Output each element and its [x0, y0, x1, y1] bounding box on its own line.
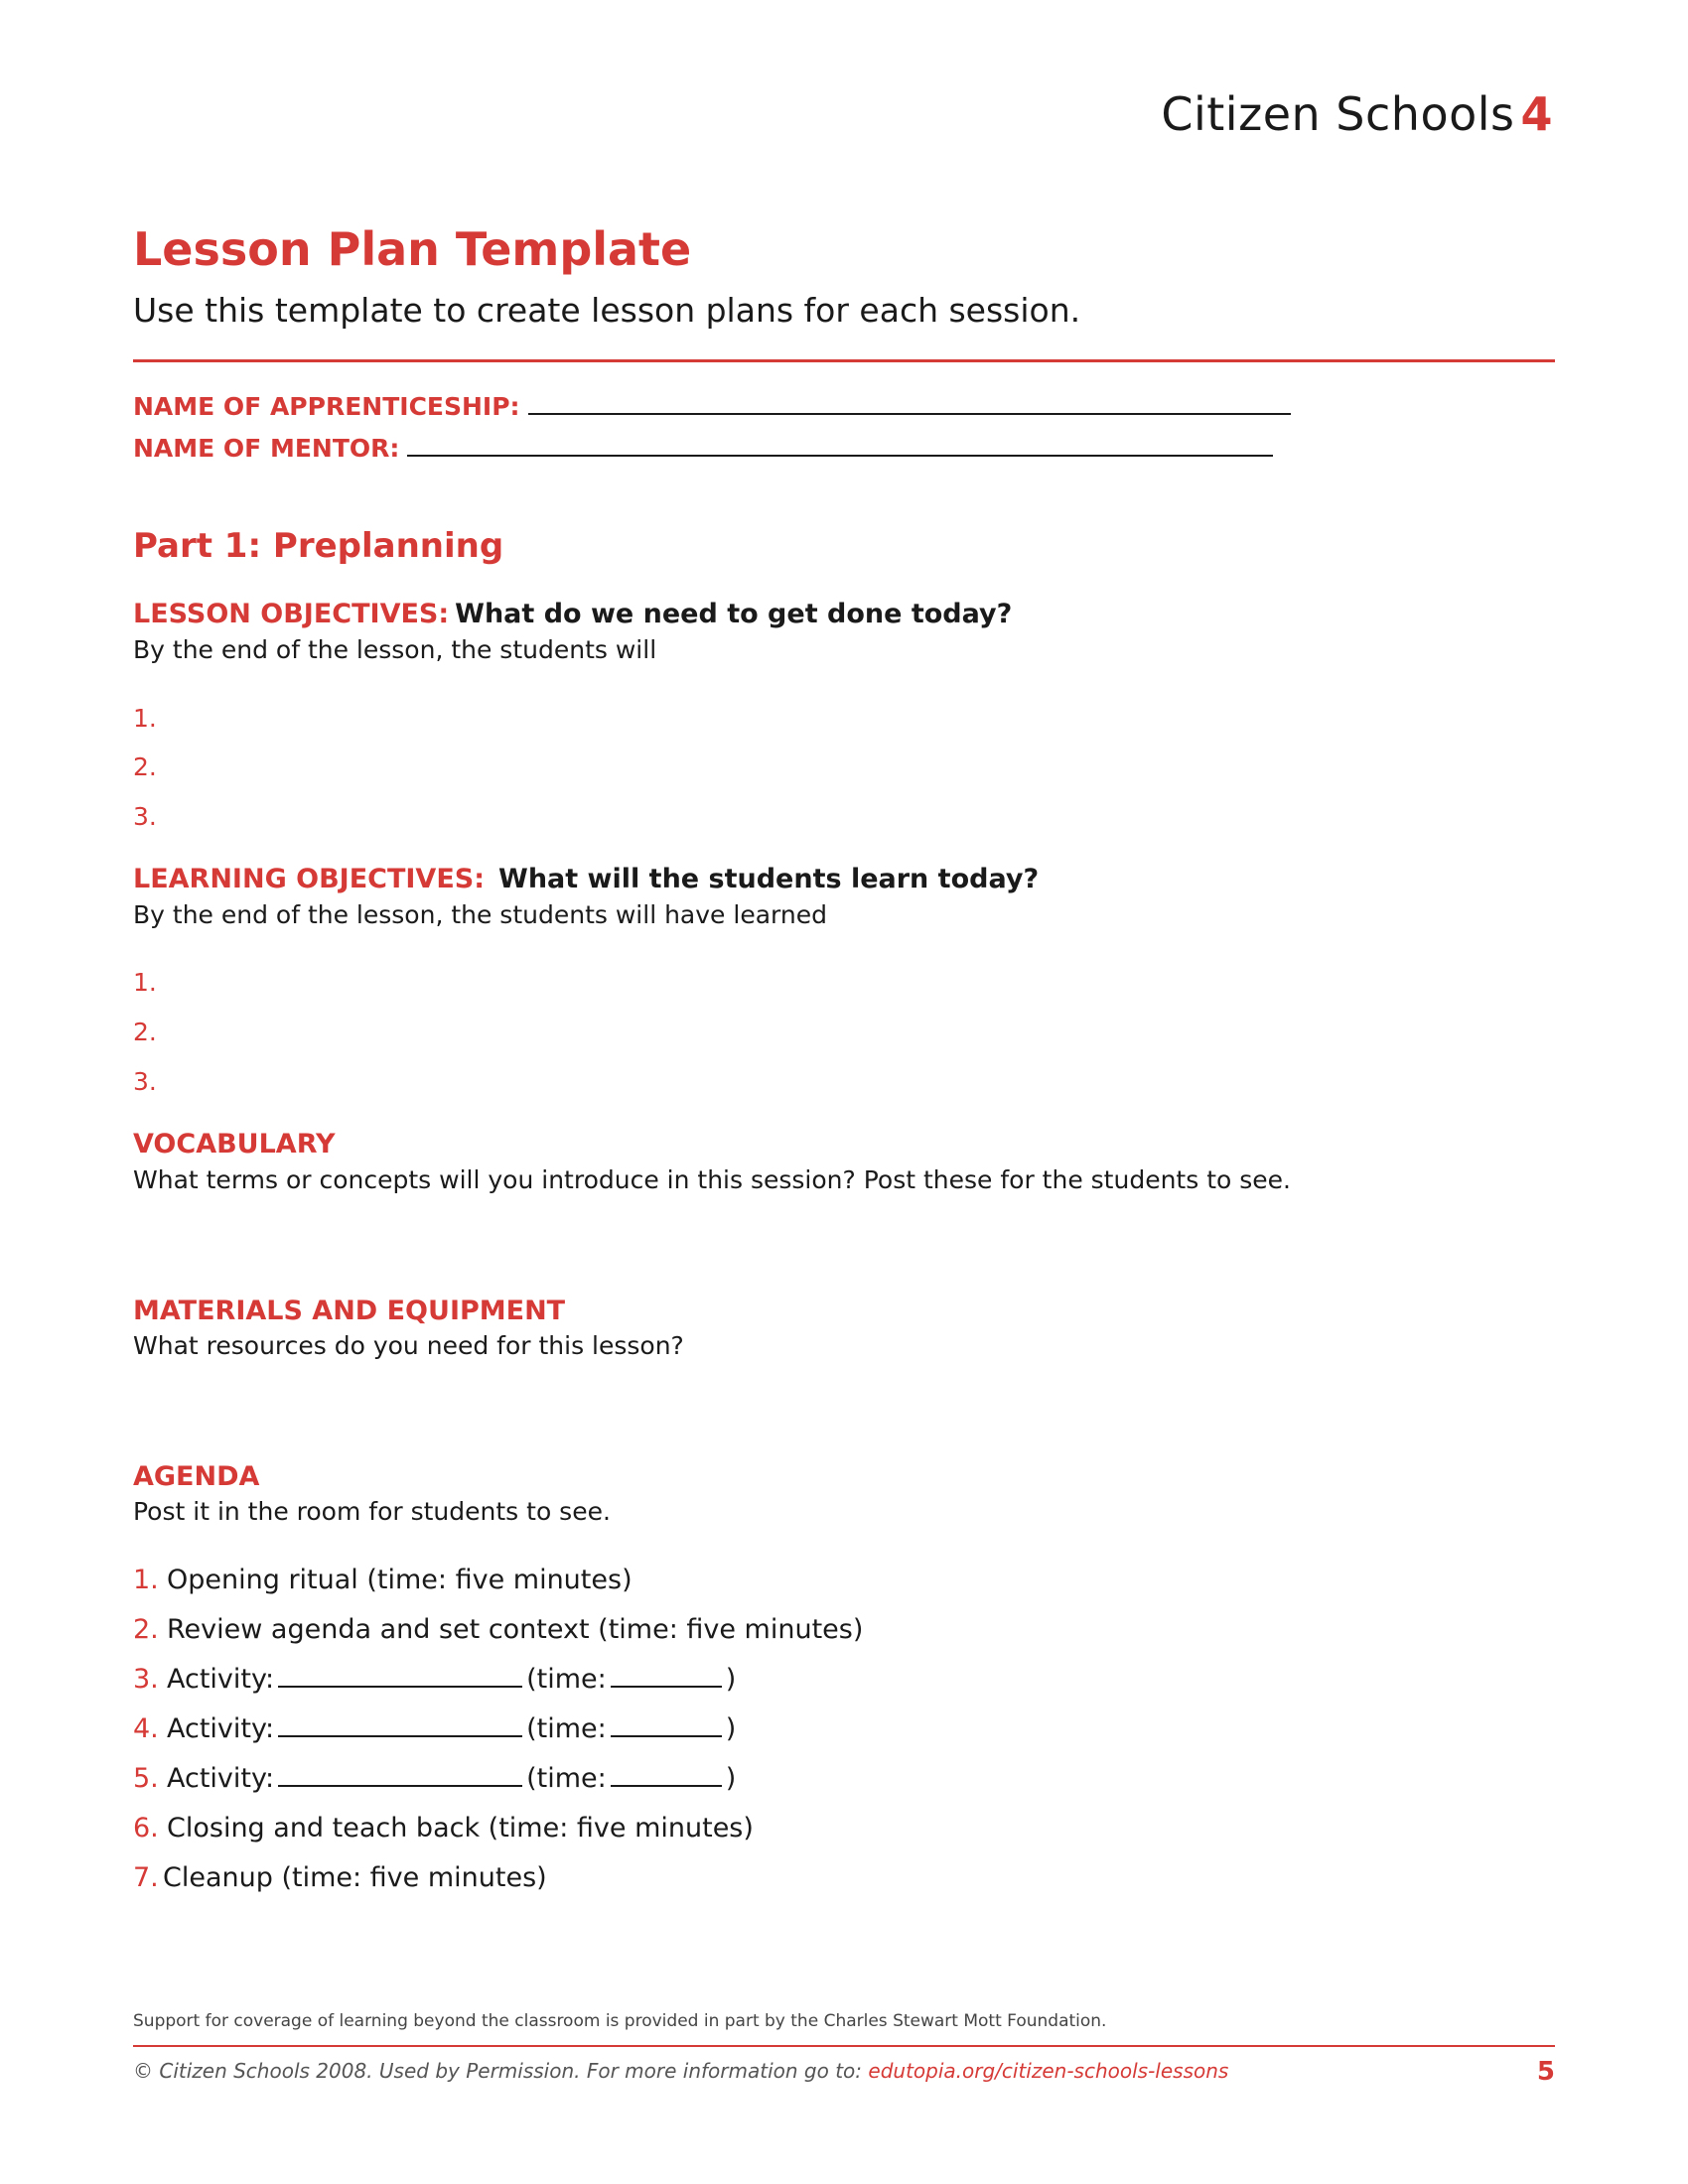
learning-objective-item: 3.: [133, 1067, 157, 1096]
agenda-item: [133, 1813, 754, 1843]
agenda-item-number: 4.: [133, 1713, 159, 1744]
vocabulary-text: What terms or concepts will you introduce in this session? Post these for the students to see.: [133, 1165, 1291, 1194]
lesson-objectives-heading: [133, 599, 1012, 629]
learning-objectives-intro: By the end of the lesson, the students will have learned: [133, 900, 827, 929]
time-label: (time:: [526, 1713, 607, 1744]
activity-blank[interactable]: [278, 1664, 522, 1688]
lesson-objectives-question: What do we need to get done today?: [455, 599, 1013, 629]
title-divider: [133, 359, 1555, 362]
agenda-item: [133, 1862, 547, 1893]
learning-objective-item: 1.: [133, 968, 157, 997]
agenda-item-number: 1.: [133, 1565, 159, 1595]
agenda-item-activity: [133, 1713, 736, 1744]
learning-objectives-question: What will the students learn today?: [498, 864, 1040, 894]
learning-objectives-label: LEARNING OBJECTIVES:: [133, 864, 486, 894]
time-blank[interactable]: [611, 1763, 722, 1787]
agenda-item-text: Review agenda and set context (time: five minutes): [167, 1614, 864, 1645]
page-number: 5: [1536, 2057, 1555, 2087]
agenda-item-number: 7.: [133, 1862, 159, 1893]
time-close: ): [725, 1713, 737, 1744]
lesson-objective-item: 2.: [133, 752, 157, 781]
agenda-item-activity: [133, 1763, 736, 1794]
lesson-objective-item: 1.: [133, 704, 157, 733]
footer-copyright-line: [133, 2059, 1228, 2083]
time-close: ): [725, 1763, 737, 1794]
agenda-text: Post it in the room for students to see.: [133, 1497, 611, 1526]
agenda-item-text: Opening ritual (time: five minutes): [167, 1565, 633, 1595]
mentor-input-line[interactable]: [407, 455, 1273, 457]
activity-label: Activity:: [167, 1664, 275, 1695]
brand-header: [1161, 87, 1553, 141]
footer-link[interactable]: edutopia.org/citizen-schools-lessons: [868, 2059, 1229, 2083]
agenda-item: [133, 1614, 863, 1645]
apprenticeship-field[interactable]: [133, 392, 1291, 421]
brand-number: 4: [1520, 87, 1553, 141]
activity-blank[interactable]: [278, 1713, 522, 1737]
agenda-item-text: Cleanup (time: five minutes): [163, 1862, 547, 1893]
agenda-heading: AGENDA: [133, 1461, 260, 1492]
learning-objective-item: 2.: [133, 1018, 157, 1046]
activity-label: Activity:: [167, 1713, 275, 1744]
brand-name: Citizen Schools: [1161, 87, 1515, 141]
page-title: Lesson Plan Template: [133, 222, 692, 276]
learning-objectives-heading: [133, 864, 1039, 894]
apprenticeship-label: NAME OF APPRENTICESHIP:: [133, 392, 520, 421]
support-note: Support for coverage of learning beyond the classroom is provided in part by the Charles Stewart Mott Foundation.: [133, 2011, 1107, 2031]
agenda-item-number: 2.: [133, 1614, 159, 1645]
apprenticeship-input-line[interactable]: [528, 413, 1291, 415]
agenda-item: [133, 1565, 633, 1595]
footer-divider: [133, 2045, 1555, 2047]
time-label: (time:: [526, 1664, 607, 1695]
agenda-item-number: 5.: [133, 1763, 159, 1794]
lesson-objective-item: 3.: [133, 802, 157, 831]
time-close: ): [725, 1664, 737, 1695]
activity-label: Activity:: [167, 1763, 275, 1794]
vocabulary-heading: VOCABULARY: [133, 1129, 336, 1160]
materials-text: What resources do you need for this lesson?: [133, 1331, 684, 1360]
time-label: (time:: [526, 1763, 607, 1794]
page-subtitle: Use this template to create lesson plans for each session.: [133, 291, 1081, 330]
agenda-item-number: 6.: [133, 1813, 159, 1843]
lesson-objectives-label: LESSON OBJECTIVES:: [133, 599, 450, 629]
mentor-field[interactable]: [133, 434, 1273, 463]
mentor-label: NAME OF MENTOR:: [133, 434, 400, 463]
lesson-objectives-intro: By the end of the lesson, the students will: [133, 635, 657, 664]
materials-heading: MATERIALS AND EQUIPMENT: [133, 1296, 566, 1326]
time-blank[interactable]: [611, 1664, 722, 1688]
time-blank[interactable]: [611, 1713, 722, 1737]
agenda-item-number: 3.: [133, 1664, 159, 1695]
agenda-item-activity: [133, 1664, 736, 1695]
activity-blank[interactable]: [278, 1763, 522, 1787]
part1-heading: Part 1: Preplanning: [133, 526, 504, 566]
agenda-item-text: Closing and teach back (time: five minutes): [167, 1813, 754, 1843]
copyright-text: © Citizen Schools 2008. Used by Permission. For more information go to:: [133, 2059, 863, 2083]
